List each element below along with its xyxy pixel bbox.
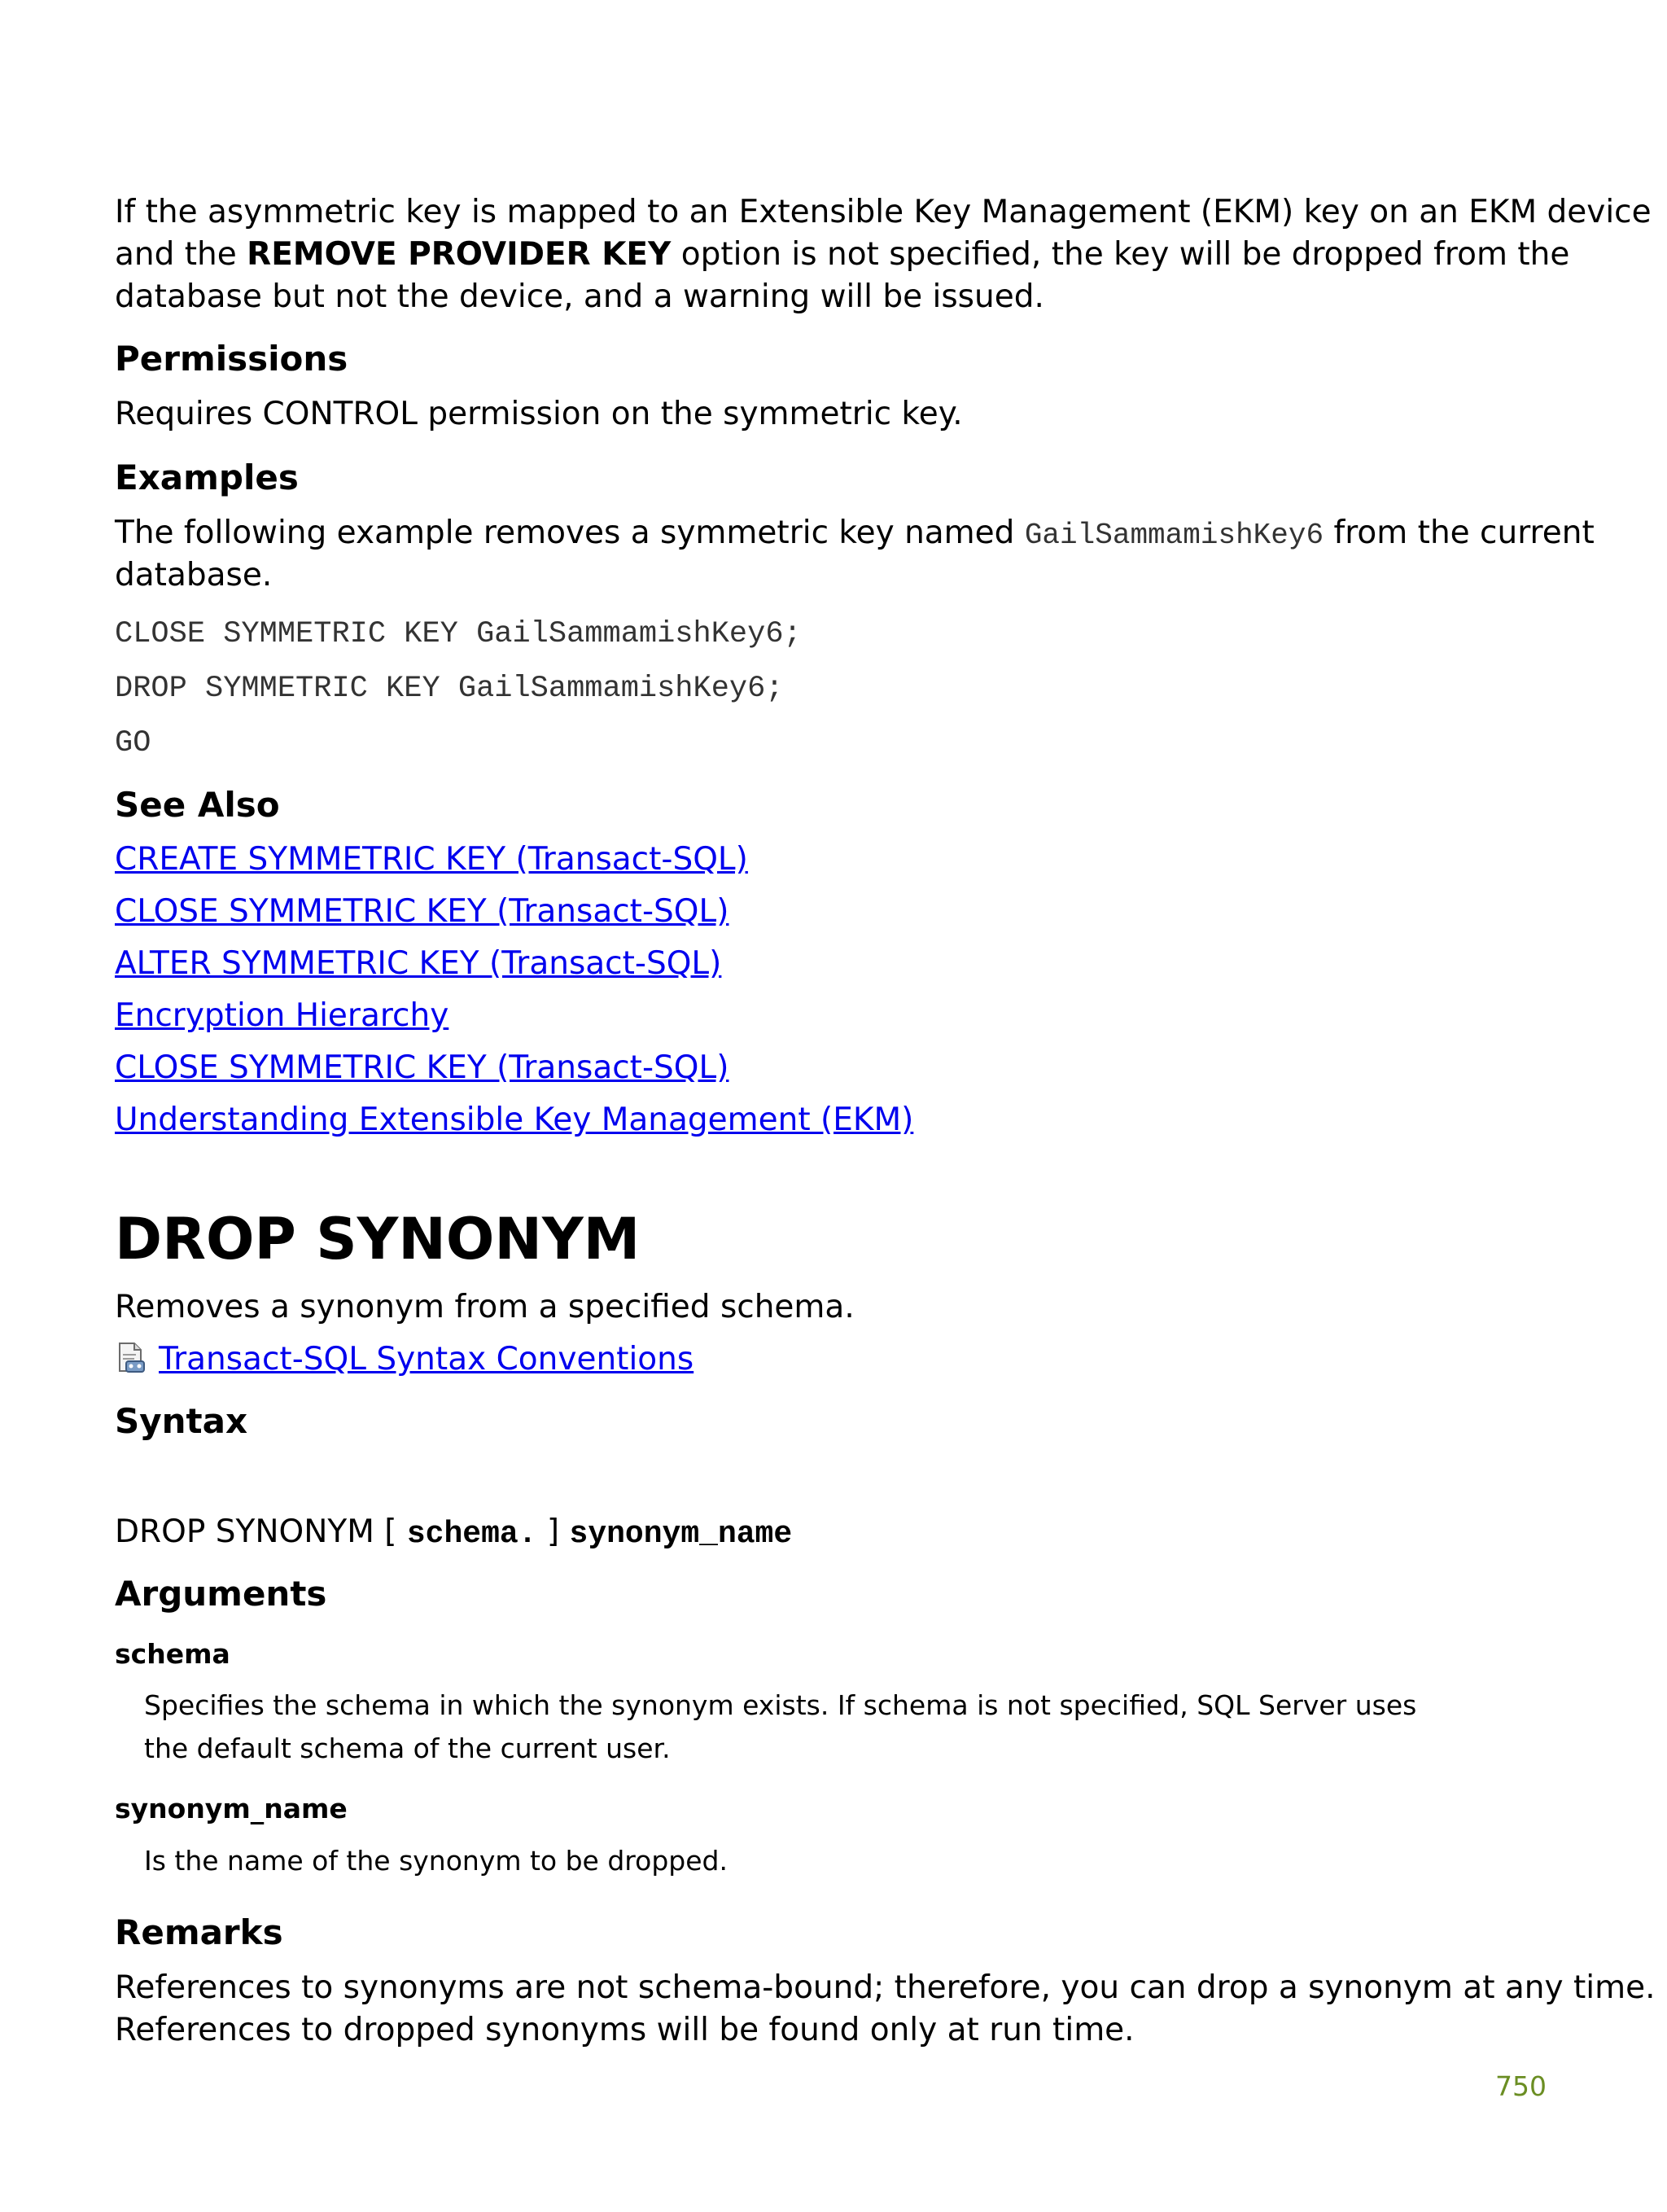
intro-line-2-pre: and the <box>115 236 247 273</box>
syntax-mid: ] <box>536 1513 570 1550</box>
argument-desc-schema-line-1: Specifies the schema in which the synonym exists. If schema is not specified, SQL Server uses <box>144 1689 1417 1721</box>
intro-line-2-post: option is not specified, the key will be dropped from the <box>671 236 1570 273</box>
examples-line-1-post: from the current <box>1324 515 1595 551</box>
argument-term-synonym-name: synonym_name <box>115 1793 348 1824</box>
remarks-heading: Remarks <box>115 1912 283 1952</box>
argument-desc-synonym-name: Is the name of the synonym to be dropped. <box>144 1845 728 1877</box>
intro-line-2 <box>115 234 1569 276</box>
document-link-icon <box>115 1342 147 1374</box>
syntax-conventions-row <box>115 1338 693 1381</box>
link-understanding-ekm[interactable]: Understanding Extensible Key Management (EKM) <box>115 1102 914 1138</box>
link-create-symmetric-key[interactable]: CREATE SYMMETRIC KEY (Transact-SQL) <box>115 841 748 878</box>
code-line-close: CLOSE SYMMETRIC KEY GailSammamishKey6; <box>115 617 802 651</box>
intro-line-3: database but not the device, and a warning will be issued. <box>115 278 1044 315</box>
drop-synonym-description: Removes a synonym from a specified schema. <box>115 1289 855 1325</box>
permissions-text: Requires CONTROL permission on the symmetric key. <box>115 396 963 432</box>
see-also-heading: See Also <box>115 785 280 825</box>
link-alter-symmetric-key[interactable]: ALTER SYMMETRIC KEY (Transact-SQL) <box>115 945 722 982</box>
code-line-go: GO <box>115 726 151 760</box>
link-close-symmetric-key[interactable]: CLOSE SYMMETRIC KEY (Transact-SQL) <box>115 893 729 930</box>
page-number: 750 <box>1495 2070 1547 2102</box>
drop-synonym-title: DROP SYNONYM <box>115 1206 641 1272</box>
remove-provider-key-term: REMOVE PROVIDER KEY <box>247 236 672 273</box>
link-encryption-hierarchy[interactable]: Encryption Hierarchy <box>115 997 449 1034</box>
remarks-line-2: References to dropped synonyms will be found only at run time. <box>115 2012 1135 2048</box>
argument-desc-schema-line-2: the default schema of the current user. <box>144 1732 671 1764</box>
argument-term-schema: schema <box>115 1638 230 1670</box>
examples-line-1 <box>115 512 1595 557</box>
syntax-heading: Syntax <box>115 1401 248 1441</box>
syntax-statement <box>115 1511 792 1556</box>
remarks-line-1: References to synonyms are not schema-bound; therefore, you can drop a synonym at any time. <box>115 1969 1656 2006</box>
examples-line-1-pre: The following example removes a symmetric key named <box>115 515 1025 551</box>
code-line-drop: DROP SYMMETRIC KEY GailSammamishKey6; <box>115 672 784 706</box>
link-syntax-conventions[interactable]: Transact-SQL Syntax Conventions <box>159 1341 694 1378</box>
examples-line-2: database. <box>115 557 273 594</box>
intro-line-1: If the asymmetric key is mapped to an Extensible Key Management (EKM) key on an EKM device <box>115 194 1652 230</box>
syntax-schema: schema. <box>406 1517 537 1552</box>
syntax-synonym-name: synonym_name <box>569 1517 793 1552</box>
syntax-pre: DROP SYNONYM [ <box>115 1513 407 1550</box>
key-name-code: GailSammamishKey6 <box>1024 519 1324 552</box>
examples-heading: Examples <box>115 458 299 497</box>
link-close-symmetric-key-2[interactable]: CLOSE SYMMETRIC KEY (Transact-SQL) <box>115 1049 729 1086</box>
permissions-heading: Permissions <box>115 339 348 379</box>
arguments-heading: Arguments <box>115 1574 327 1614</box>
